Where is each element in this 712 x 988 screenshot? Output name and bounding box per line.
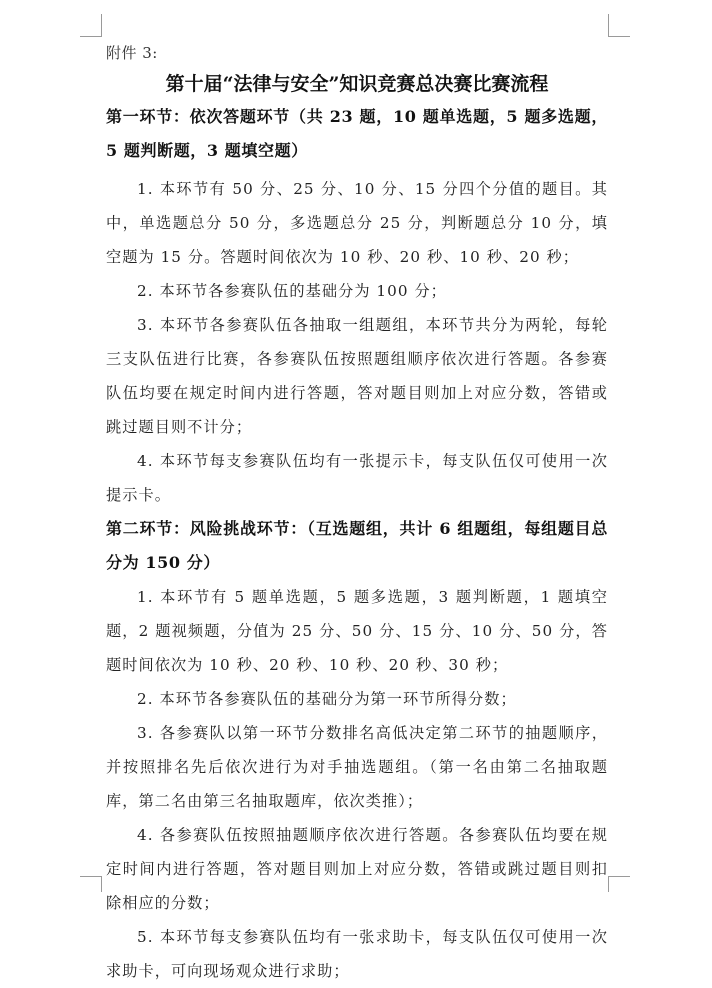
attachment-label: 附件 3: bbox=[106, 44, 158, 62]
crop-mark bbox=[101, 14, 102, 36]
rule-item: 1. 本环节有 5 题单选题，5 题多选题，3 题判断题，1 题填空题，2 题视频题，分值为 25 分、50 分、15 分、10 分、50 分，答题时间依次为 10 秒、20 秒、10 秒、20 秒、30 秒； bbox=[106, 588, 608, 674]
section-heading: 第二环节：风险挑战环节：（互选题组，共计 6 组题组，每组题目总分为 150 分） bbox=[106, 519, 608, 572]
section-heading: 第一环节：依次答题环节（共 23 题，10 题单选题，5 题多选题，5 题判断题，3 题填空题） bbox=[106, 107, 608, 160]
crop-mark bbox=[608, 36, 630, 37]
section-2 bbox=[106, 512, 608, 988]
rule-item: 4. 各参赛队伍按照抽题顺序依次进行答题。各参赛队伍均要在规定时间内进行答题，答对题目则加上对应分数，答错或跳过题目则扣除相应的分数； bbox=[106, 826, 608, 912]
rule-item: 1. 本环节有 50 分、25 分、10 分、15 分四个分值的题目。其中，单选题总分 50 分，多选题总分 25 分，判断题总分 10 分，填空题为 15 分。答题时间依次为 10 秒、20 秒、10 秒、20 秒； bbox=[106, 180, 608, 266]
crop-mark bbox=[80, 36, 102, 37]
rule-item: 3. 各参赛队以第一环节分数排名高低决定第二环节的抽题顺序，并按照排名先后依次进行为对手抽选题组。（第一名由第二名抽取题库，第二名由第三名抽取题库，依次类推）； bbox=[106, 724, 608, 810]
rule-item: 2. 本环节各参赛队伍的基础分为第一环节所得分数； bbox=[137, 690, 517, 708]
rule-item: 5. 本环节每支参赛队伍均有一张求助卡，每支队伍仅可使用一次求助卡，可向现场观众进行求助； bbox=[106, 928, 608, 980]
document-body bbox=[106, 38, 608, 988]
crop-mark bbox=[80, 876, 102, 877]
rule-item: 3. 本环节各参赛队伍各抽取一组题组，本环节共分为两轮，每轮三支队伍进行比赛，各参赛队伍按照题组顺序依次进行答题。各参赛队伍均要在规定时间内进行答题，答对题目则加上对应分数，答错或跳过题目则不计分； bbox=[106, 316, 608, 436]
rule-item: 4. 本环节每支参赛队伍均有一张提示卡，每支队伍仅可使用一次提示卡。 bbox=[106, 452, 608, 504]
crop-mark bbox=[608, 876, 630, 877]
section-1 bbox=[106, 100, 608, 512]
crop-mark bbox=[608, 14, 609, 36]
rule-item: 2. 本环节各参赛队伍的基础分为 100 分； bbox=[137, 282, 447, 300]
crop-mark bbox=[101, 876, 102, 892]
document-title: 第十届“法律与安全”知识竞赛总决赛比赛流程 bbox=[165, 73, 549, 95]
crop-mark bbox=[608, 876, 609, 892]
